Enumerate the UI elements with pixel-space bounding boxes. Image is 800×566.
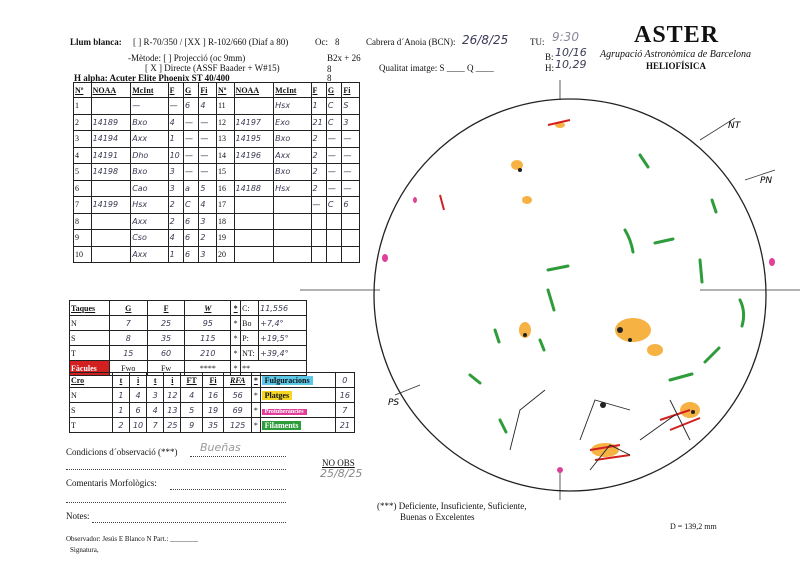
taques-row-t: T 15 60 210 * NT: +39,4°: [70, 346, 307, 361]
groups-table-cell: —: [326, 131, 341, 148]
groups-header-cell: Nº: [74, 83, 92, 98]
groups-table-cell: 6: [183, 98, 198, 115]
groups-table-cell: 14197: [234, 114, 274, 131]
groups-table-cell: 6: [183, 213, 198, 230]
condicions-handwritten: Bueñas: [200, 441, 241, 454]
b-handwritten: 10/16: [555, 46, 587, 59]
groups-table-cell: 14188: [234, 180, 274, 197]
facula: [670, 418, 700, 430]
brand-title: ASTER: [634, 22, 720, 48]
pn-label: PN: [760, 176, 773, 186]
sunspot: [518, 168, 522, 172]
groups-table-cell: 2: [168, 213, 183, 230]
groups-table-cell: 4: [168, 230, 183, 247]
groups-table-cell: [91, 230, 131, 247]
legend-line-2: Buenas o Excelentes: [400, 512, 475, 522]
groups-table-cell: 2: [199, 230, 217, 247]
groups-table-cell: 14191: [91, 147, 131, 164]
solar-disk: [374, 99, 766, 491]
groups-header-cell: F: [311, 83, 326, 98]
comentaris-line-2: [66, 502, 286, 503]
solar-disk-drawing: [300, 80, 800, 500]
groups-table-cell: Bxo: [131, 114, 168, 131]
groups-table-cell: 8: [74, 213, 92, 230]
facules-label: Fàcules: [70, 361, 110, 376]
groups-table-cell: 4: [74, 147, 92, 164]
faculae-layer: [440, 120, 700, 460]
llum-blanca-label: Llum blanca:: [70, 37, 122, 47]
groups-table-cell: 1: [74, 98, 92, 115]
sunspot: [628, 338, 632, 342]
groups-table-cell: 3: [199, 213, 217, 230]
groups-table-cell: Axx: [131, 131, 168, 148]
groups-table-cell: [234, 213, 274, 230]
groups-table-cell: 18: [216, 213, 234, 230]
plage: [647, 344, 663, 356]
tu-label: TU:: [530, 37, 545, 47]
groups-header-cell: NOAA: [91, 83, 131, 98]
filament: [500, 420, 506, 432]
qualitat-label: Qualitat imatge: S ____ Q ____: [379, 63, 494, 73]
filament: [540, 340, 544, 350]
comentaris-line: [170, 489, 286, 490]
taques-w-header: W: [185, 301, 231, 316]
prominence: [557, 467, 563, 473]
groups-table-cell: —: [168, 98, 183, 115]
groups-header-cell: NOAA: [234, 83, 274, 98]
groups-table-cell: 12: [216, 114, 234, 131]
location-label: Cabrera d´Anoia (BCN):: [366, 37, 456, 47]
groups-table-cell: S: [342, 98, 360, 115]
groups-table-cell: Exo: [274, 114, 311, 131]
groups-table-cell: 1: [168, 246, 183, 263]
prominence: [769, 258, 775, 266]
groups-table-cell: 19: [216, 230, 234, 247]
groups-table-cell: 1: [168, 131, 183, 148]
signatura-label: Signatura,: [70, 546, 99, 554]
cro-row-n: N 1 4 3 12 4 16 56 * Platges 16: [70, 388, 355, 403]
brand-subtitle: Agrupació Astronòmica de Barcelona: [600, 49, 751, 60]
filament: [640, 155, 648, 167]
groups-table-cell: 4: [199, 98, 217, 115]
groups-table-cell: [91, 246, 131, 263]
groups-table-cell: 3: [74, 131, 92, 148]
cro-row-s: S 1 6 4 13 5 19 69 * Protuberàncies 7: [70, 403, 355, 418]
groups-table-cell: 16: [216, 180, 234, 197]
fulguracions-tag: Fulguracions: [262, 376, 313, 385]
groups-header-cell: F: [168, 83, 183, 98]
groups-header-cell: G: [326, 83, 341, 98]
groups-table-cell: 14: [216, 147, 234, 164]
groups-table-cell: Dho: [131, 147, 168, 164]
groups-table-cell: C: [183, 197, 198, 214]
groups-table-cell: 21: [311, 114, 326, 131]
groups-table-cell: 3: [168, 164, 183, 181]
no-obs-label: NO OBS: [322, 458, 355, 468]
groups-table-cell: a: [183, 180, 198, 197]
groups-table-cell: —: [326, 147, 341, 164]
group-box: [510, 390, 545, 450]
condicions-line-2: [66, 469, 286, 470]
groups-table-cell: [91, 180, 131, 197]
groups-table-cell: Hsx: [131, 197, 168, 214]
groups-table-cell: 20: [216, 246, 234, 263]
groups-table-cell: Hsx: [274, 180, 311, 197]
halpha-label: H alpha: Acuter Elite Phoenix ST 40/400: [74, 73, 230, 83]
groups-table-cell: 2: [311, 164, 326, 181]
groups-table-cell: —: [131, 98, 168, 115]
condicions-line: [190, 456, 286, 457]
groups-header-cell: Fi: [342, 83, 360, 98]
groups-table-cell: Cao: [131, 180, 168, 197]
groups-table-cell: —: [326, 180, 341, 197]
groups-table-cell: 17: [216, 197, 234, 214]
condicions-label: Condicions d´observació (***): [66, 447, 178, 457]
groups-table-cell: —: [183, 114, 198, 131]
groups-table-cell: —: [342, 180, 360, 197]
plages-layer: [511, 122, 700, 457]
groups-table-cell: 3: [168, 180, 183, 197]
fulguracions-value: 0: [335, 373, 354, 388]
groups-table-cell: Axx: [131, 246, 168, 263]
groups-table-cell: C: [326, 114, 341, 131]
groups-table-cell: —: [183, 131, 198, 148]
plage: [522, 196, 532, 204]
groups-table-cell: —: [326, 164, 341, 181]
filament: [625, 230, 633, 252]
groups-table-cell: 13: [216, 131, 234, 148]
sunspots-layer: [518, 168, 695, 414]
groups-header-cell: Fi: [199, 83, 217, 98]
notes-line: [92, 522, 286, 523]
groups-table-cell: [234, 230, 274, 247]
oc-label: Oc:: [315, 37, 328, 47]
groups-table-cell: C: [326, 197, 341, 214]
groups-table-cell: [234, 164, 274, 181]
groups-table-cell: 1: [311, 98, 326, 115]
groups-table-cell: —: [183, 164, 198, 181]
groups-table-cell: 2: [74, 114, 92, 131]
groups-table-cell: 2: [311, 180, 326, 197]
groups-header-cell: G: [183, 83, 198, 98]
groups-table-cell: Bxo: [274, 131, 311, 148]
directe-label: [ X ] Directe (ASSF Baader + W#15): [145, 63, 280, 73]
filaments-layer: [470, 155, 744, 432]
groups-table-cell: —: [342, 131, 360, 148]
groups-table-cell: —: [342, 164, 360, 181]
filament: [470, 375, 480, 383]
groups-table-cell: —: [183, 147, 198, 164]
groups-table-cell: 6: [183, 230, 198, 247]
groups-table-cell: 14199: [91, 197, 131, 214]
filament: [495, 330, 499, 342]
groups-table-cell: [91, 213, 131, 230]
groups-table-cell: 3: [199, 246, 217, 263]
groups-table-cell: Axx: [131, 213, 168, 230]
groups-table-cell: Axx: [274, 147, 311, 164]
group-box: [640, 415, 675, 440]
oc-value: 8: [335, 37, 340, 47]
groups-table-cell: Cso: [131, 230, 168, 247]
prominence: [413, 197, 417, 203]
groups-table-cell: 14194: [91, 131, 131, 148]
groups-table-cell: 9: [74, 230, 92, 247]
groups-table-cell: 14189: [91, 114, 131, 131]
groups-table-cell: 2: [168, 197, 183, 214]
groups-table-cell: [234, 246, 274, 263]
legend-line-1: (***) Deficiente, Insuficiente, Suficiente,: [377, 501, 527, 511]
filaments-tag: Filaments: [262, 421, 302, 430]
ps-label: PS: [388, 398, 400, 408]
groups-table-cell: 3: [342, 114, 360, 131]
groups-table-cell: —: [311, 197, 326, 214]
filament: [655, 239, 673, 243]
groups-table-cell: 5: [74, 164, 92, 181]
taques-row-n: N 7 25 95 * Bo +7,4°: [70, 316, 307, 331]
groups-table-cell: 15: [216, 164, 234, 181]
filament: [548, 266, 568, 270]
groups-table-cell: 14196: [234, 147, 274, 164]
groups-header-cell: McInt: [131, 83, 168, 98]
protuberancies-tag: Protuberàncies: [262, 409, 307, 415]
groups-table-cell: 14195: [234, 131, 274, 148]
b2x-value: 8: [327, 64, 332, 74]
sunspot: [691, 410, 695, 414]
groups-table-cell: —: [199, 164, 217, 181]
groups-table-cell: 6: [342, 197, 360, 214]
no-obs-handwritten: 25/8/25: [320, 467, 363, 480]
groups-table-cell: 2: [311, 147, 326, 164]
llum-blanca-options: [ ] R-70/350 / [XX ] R-102/660 (Diaf a 80): [133, 37, 289, 47]
taques-table: [69, 300, 307, 376]
notes-label: Notes:: [66, 511, 90, 521]
groups-table-cell: 10: [168, 147, 183, 164]
groups-table-cell: —: [199, 147, 217, 164]
sunspot: [617, 327, 623, 333]
taques-header: Taques: [70, 301, 110, 316]
groups-table-cell: 4: [199, 197, 217, 214]
sunspot: [523, 333, 527, 337]
groups-table-cell: 6: [183, 246, 198, 263]
c-label: C:: [241, 301, 259, 316]
b-label: B:: [545, 52, 554, 62]
observador-label: Observador: Jesús E Blanco N Part.: ________: [66, 535, 199, 543]
tu-handwritten: 9:30: [552, 30, 579, 44]
b2x-label: B2x + 26: [327, 53, 361, 63]
taques-star: *: [231, 301, 241, 316]
groups-table-cell: [234, 197, 274, 214]
taques-row-s: S 8 35 115 * P: +19,5°: [70, 331, 307, 346]
groups-table-cell: —: [199, 114, 217, 131]
diameter-label: D = 139,2 mm: [670, 522, 717, 531]
cro-row-t: T 2 10 7 25 9 35 125 * Filaments 21: [70, 418, 355, 433]
filament: [712, 200, 716, 212]
h-handwritten: 10,29: [555, 58, 587, 71]
metode-label: -Mètode: [ ] Projecció (oc 9mm): [128, 53, 246, 63]
groups-table-cell: [234, 98, 274, 115]
taques-g-header: G: [109, 301, 147, 316]
h-label: H:: [545, 63, 554, 73]
group-boxes-layer: [510, 390, 690, 470]
filament: [740, 300, 744, 326]
cro-table: Cro t i t i FT Fi RFA * Fulguracions 0 N 1 4 3 12 4 16 56 * Platges 16 S 1 6 4 13 5 19 69 * Protuberàncies 7 T 2 10 7 25 9 35 125 * Filaments 21: [69, 372, 355, 433]
groups-table-cell: [91, 98, 131, 115]
groups-table-cell: —: [342, 147, 360, 164]
groups-header-cell: McInt: [274, 83, 311, 98]
prominence: [382, 254, 388, 262]
groups-table-cell: 7: [74, 197, 92, 214]
groups-table-cell: C: [326, 98, 341, 115]
groups-table-cell: 11: [216, 98, 234, 115]
filament: [705, 348, 719, 362]
c-value: 11,556: [259, 301, 307, 316]
groups-table-cell: Hsx: [274, 98, 311, 115]
groups-table-cell: Bxo: [274, 164, 311, 181]
groups-table-cell: 2: [311, 131, 326, 148]
groups-table-cell: 14198: [91, 164, 131, 181]
groups-table-cell: 6: [74, 180, 92, 197]
facules-row: Fàcules Fwo Fw **** * **: [70, 361, 307, 376]
groups-table-cell: 5: [199, 180, 217, 197]
groups-table-cell: Bxo: [131, 164, 168, 181]
brand-department: HELIOFÍSICA: [646, 61, 707, 71]
halpha-value: 8: [327, 73, 332, 83]
facula: [440, 195, 444, 210]
filament: [670, 374, 692, 380]
nt-label: NT: [728, 121, 741, 131]
groups-header-cell: Nº: [216, 83, 234, 98]
taques-f-header: F: [147, 301, 185, 316]
filament: [548, 290, 554, 310]
groups-table-cell: 10: [74, 246, 92, 263]
comentaris-label: Comentaris Morfològics:: [66, 478, 157, 488]
groups-table-cell: —: [199, 131, 217, 148]
platges-tag: Platges: [262, 391, 292, 400]
date-handwritten: 26/8/25: [462, 33, 509, 47]
filament: [700, 260, 702, 282]
groups-table-cell: 4: [168, 114, 183, 131]
prominences-layer: [382, 197, 775, 473]
